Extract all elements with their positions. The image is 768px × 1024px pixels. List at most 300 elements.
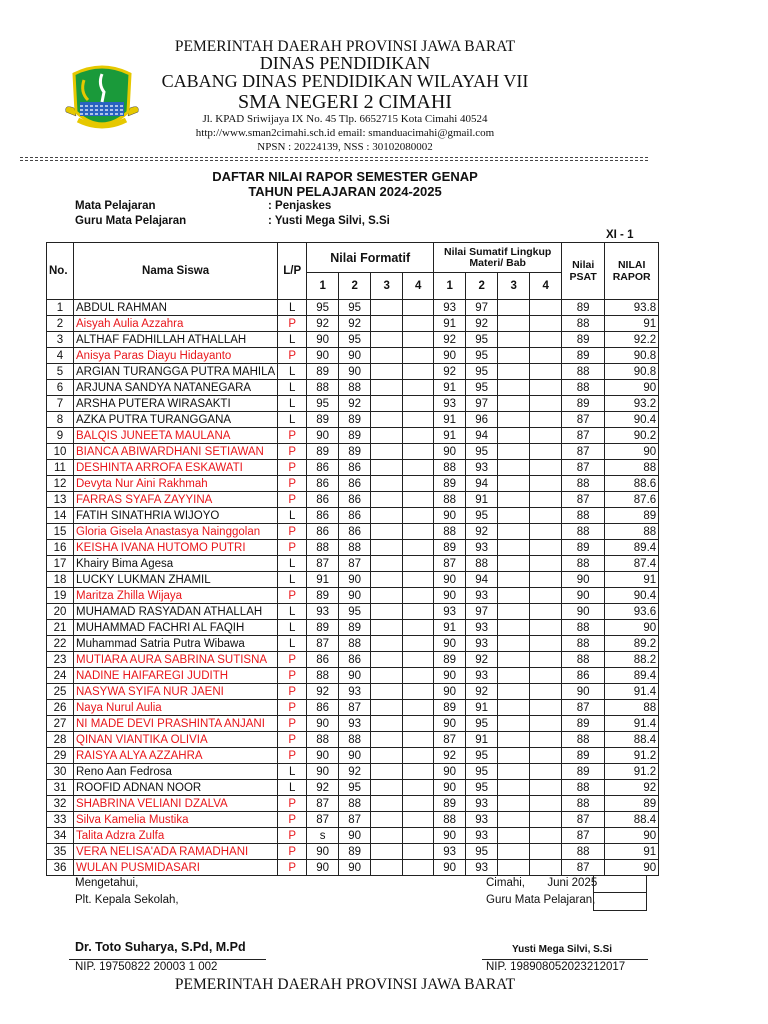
- formatif-2: 90: [339, 572, 371, 588]
- col-lp: L/P: [278, 243, 307, 300]
- sumatif-1: 90: [434, 588, 466, 604]
- student-name: Silva Kamelia Mustika: [74, 812, 278, 828]
- student-name: RAISYA ALYA AZZAHRA: [74, 748, 278, 764]
- gender: P: [278, 460, 307, 476]
- sumatif-1: 93: [434, 396, 466, 412]
- formatif-4: [403, 572, 434, 588]
- sumatif-3: [498, 716, 530, 732]
- col-formatif-4: 4: [403, 273, 434, 300]
- sumatif-3: [498, 316, 530, 332]
- gender: P: [278, 348, 307, 364]
- empty-cell-box: [593, 875, 647, 911]
- gender: L: [278, 572, 307, 588]
- sumatif-4: [530, 492, 562, 508]
- formatif-3: [371, 460, 403, 476]
- formatif-4: [403, 492, 434, 508]
- formatif-2: 92: [339, 316, 371, 332]
- formatif-4: [403, 380, 434, 396]
- sumatif-4: [530, 572, 562, 588]
- sumatif-2: 95: [466, 444, 498, 460]
- sumatif-1: 90: [434, 636, 466, 652]
- student-name: Naya Nurul Aulia: [74, 700, 278, 716]
- table-row: [47, 492, 659, 508]
- rapor-score: 89.2: [605, 636, 659, 652]
- row-no: 25: [47, 684, 74, 700]
- student-name: Talita Adzra Zulfa: [74, 828, 278, 844]
- sumatif-3: [498, 572, 530, 588]
- formatif-4: [403, 860, 434, 876]
- row-no: 23: [47, 652, 74, 668]
- teacher-value: : Yusti Mega Silvi, S.Si: [268, 215, 390, 227]
- psat-score: 88: [562, 636, 605, 652]
- formatif-2: 89: [339, 428, 371, 444]
- table-row: [47, 444, 659, 460]
- sumatif-3: [498, 748, 530, 764]
- formatif-1: 88: [307, 540, 339, 556]
- psat-score: 87: [562, 444, 605, 460]
- formatif-3: [371, 732, 403, 748]
- head-signature-line: [69, 959, 266, 960]
- sumatif-4: [530, 460, 562, 476]
- psat-score: 88: [562, 524, 605, 540]
- sumatif-3: [498, 652, 530, 668]
- sumatif-1: 90: [434, 508, 466, 524]
- formatif-3: [371, 668, 403, 684]
- table-row: [47, 572, 659, 588]
- subject-label: Mata Pelajaran: [75, 200, 156, 212]
- sumatif-4: [530, 780, 562, 796]
- row-no: 13: [47, 492, 74, 508]
- psat-score: 87: [562, 828, 605, 844]
- student-name: NASYWA SYIFA NUR JAENI: [74, 684, 278, 700]
- gender: P: [278, 316, 307, 332]
- table-row: [47, 460, 659, 476]
- letterhead-line3: CABANG DINAS PENDIDIKAN WILAYAH VII: [161, 71, 529, 91]
- formatif-1: 88: [307, 732, 339, 748]
- sumatif-2: 96: [466, 412, 498, 428]
- gender: P: [278, 748, 307, 764]
- formatif-3: [371, 492, 403, 508]
- empty-cell-divider: [593, 892, 647, 893]
- row-no: 14: [47, 508, 74, 524]
- rapor-score: 91: [605, 316, 659, 332]
- sumatif-2: 92: [466, 316, 498, 332]
- student-name: ARGIAN TURANGGA PUTRA MAHILA: [74, 364, 278, 380]
- rapor-score: 92: [605, 780, 659, 796]
- student-name: WULAN PUSMIDASARI: [74, 860, 278, 876]
- psat-score: 90: [562, 604, 605, 620]
- formatif-4: [403, 316, 434, 332]
- formatif-2: 89: [339, 412, 371, 428]
- col-sumatif-1: 1: [434, 273, 466, 300]
- formatif-2: 88: [339, 380, 371, 396]
- formatif-1: 89: [307, 364, 339, 380]
- formatif-3: [371, 572, 403, 588]
- table-row: [47, 412, 659, 428]
- table-row: [47, 780, 659, 796]
- row-no: 19: [47, 588, 74, 604]
- row-no: 18: [47, 572, 74, 588]
- sumatif-4: [530, 604, 562, 620]
- formatif-3: [371, 396, 403, 412]
- row-no: 28: [47, 732, 74, 748]
- school-name: SMA NEGERI 2 CIMAHI: [238, 91, 452, 113]
- formatif-4: [403, 732, 434, 748]
- gender: P: [278, 652, 307, 668]
- row-no: 15: [47, 524, 74, 540]
- sumatif-3: [498, 300, 530, 316]
- sumatif-2: 94: [466, 476, 498, 492]
- table-row: [47, 860, 659, 876]
- sumatif-2: 93: [466, 540, 498, 556]
- formatif-3: [371, 556, 403, 572]
- formatif-3: [371, 764, 403, 780]
- teacher-name: Yusti Mega Silvi, S.Si: [512, 944, 613, 955]
- formatif-3: [371, 316, 403, 332]
- student-name: QINAN VIANTIKA OLIVIA: [74, 732, 278, 748]
- student-name: ALTHAF FADHILLAH ATHALLAH: [74, 332, 278, 348]
- formatif-2: 88: [339, 796, 371, 812]
- rapor-score: 87.6: [605, 492, 659, 508]
- formatif-1: 95: [307, 300, 339, 316]
- rapor-score: 88: [605, 524, 659, 540]
- formatif-1: 90: [307, 764, 339, 780]
- rapor-score: 87.4: [605, 556, 659, 572]
- col-rapor: NILAI RAPOR: [605, 243, 659, 300]
- formatif-1: 90: [307, 348, 339, 364]
- row-no: 4: [47, 348, 74, 364]
- table-row: [47, 588, 659, 604]
- row-no: 31: [47, 780, 74, 796]
- sumatif-4: [530, 796, 562, 812]
- formatif-2: 89: [339, 844, 371, 860]
- formatif-4: [403, 652, 434, 668]
- table-row: [47, 524, 659, 540]
- table-row: [47, 540, 659, 556]
- sumatif-3: [498, 780, 530, 796]
- psat-score: 88: [562, 620, 605, 636]
- rapor-score: 90.8: [605, 348, 659, 364]
- sumatif-1: 90: [434, 860, 466, 876]
- formatif-3: [371, 364, 403, 380]
- formatif-2: 93: [339, 716, 371, 732]
- row-no: 17: [47, 556, 74, 572]
- table-row: [47, 556, 659, 572]
- student-name: Gloria Gisela Anastasya Nainggolan: [74, 524, 278, 540]
- formatif-4: [403, 684, 434, 700]
- sumatif-3: [498, 348, 530, 364]
- student-name: NADINE HAIFAREGI JUDITH: [74, 668, 278, 684]
- sumatif-3: [498, 412, 530, 428]
- student-name: LUCKY LUKMAN ZHAMIL: [74, 572, 278, 588]
- sumatif-4: [530, 332, 562, 348]
- row-no: 30: [47, 764, 74, 780]
- sumatif-2: 95: [466, 332, 498, 348]
- row-no: 26: [47, 700, 74, 716]
- rapor-score: 93.6: [605, 604, 659, 620]
- sumatif-3: [498, 812, 530, 828]
- sumatif-2: 95: [466, 364, 498, 380]
- sumatif-1: 90: [434, 828, 466, 844]
- sumatif-2: 94: [466, 572, 498, 588]
- formatif-1: 88: [307, 380, 339, 396]
- grades-table: [46, 242, 659, 876]
- teacher-label: Guru Mata Pelajaran: [75, 215, 187, 227]
- rapor-score: 90.4: [605, 412, 659, 428]
- formatif-3: [371, 796, 403, 812]
- formatif-1: 92: [307, 316, 339, 332]
- psat-score: 89: [562, 540, 605, 556]
- teacher-signature-line: [482, 959, 648, 960]
- table-row: [47, 428, 659, 444]
- formatif-3: [371, 300, 403, 316]
- row-no: 1: [47, 300, 74, 316]
- gender: L: [278, 780, 307, 796]
- psat-score: 87: [562, 700, 605, 716]
- formatif-1: 87: [307, 796, 339, 812]
- gender: P: [278, 476, 307, 492]
- sumatif-3: [498, 524, 530, 540]
- sumatif-2: 95: [466, 380, 498, 396]
- formatif-3: [371, 684, 403, 700]
- formatif-2: 89: [339, 444, 371, 460]
- formatif-1: 89: [307, 620, 339, 636]
- formatif-1: 89: [307, 588, 339, 604]
- student-name: ROOFID ADNAN NOOR: [74, 780, 278, 796]
- sumatif-3: [498, 700, 530, 716]
- rapor-score: 88.6: [605, 476, 659, 492]
- rapor-score: 88: [605, 700, 659, 716]
- gender: L: [278, 604, 307, 620]
- formatif-3: [371, 620, 403, 636]
- sumatif-1: 88: [434, 492, 466, 508]
- formatif-2: 90: [339, 860, 371, 876]
- formatif-3: [371, 700, 403, 716]
- formatif-1: 90: [307, 428, 339, 444]
- row-no: 35: [47, 844, 74, 860]
- sumatif-1: 91: [434, 412, 466, 428]
- sumatif-2: 95: [466, 508, 498, 524]
- formatif-2: 95: [339, 300, 371, 316]
- sumatif-4: [530, 844, 562, 860]
- formatif-4: [403, 828, 434, 844]
- gender: L: [278, 764, 307, 780]
- formatif-1: 95: [307, 396, 339, 412]
- gender: P: [278, 796, 307, 812]
- sumatif-4: [530, 508, 562, 524]
- col-formatif-3: 3: [371, 273, 403, 300]
- formatif-1: 86: [307, 492, 339, 508]
- student-name: Anisya Paras Diayu Hidayanto: [74, 348, 278, 364]
- sumatif-1: 89: [434, 540, 466, 556]
- col-sumatif-2: 2: [466, 273, 498, 300]
- sumatif-3: [498, 668, 530, 684]
- student-name: AZKA PUTRA TURANGGANA: [74, 412, 278, 428]
- rapor-score: 90: [605, 620, 659, 636]
- row-no: 2: [47, 316, 74, 332]
- sumatif-4: [530, 684, 562, 700]
- subject-value: : Penjaskes: [268, 200, 332, 212]
- sumatif-1: 88: [434, 524, 466, 540]
- table-row: [47, 332, 659, 348]
- sumatif-4: [530, 364, 562, 380]
- sumatif-1: 87: [434, 732, 466, 748]
- col-sumatif-3: 3: [498, 273, 530, 300]
- formatif-1: 92: [307, 780, 339, 796]
- sumatif-2: 91: [466, 492, 498, 508]
- formatif-2: 90: [339, 668, 371, 684]
- psat-score: 88: [562, 732, 605, 748]
- gender: P: [278, 860, 307, 876]
- gender: P: [278, 540, 307, 556]
- table-row: [47, 764, 659, 780]
- psat-score: 89: [562, 748, 605, 764]
- formatif-3: [371, 812, 403, 828]
- row-no: 22: [47, 636, 74, 652]
- rapor-score: 90: [605, 860, 659, 876]
- row-no: 33: [47, 812, 74, 828]
- rapor-score: 90: [605, 380, 659, 396]
- table-row: [47, 748, 659, 764]
- gender: P: [278, 716, 307, 732]
- psat-score: 88: [562, 380, 605, 396]
- table-row: [47, 828, 659, 844]
- head-name: Dr. Toto Suharya, S.Pd, M.Pd: [75, 940, 246, 954]
- school-web-email: http://www.sman2cimahi.sch.id email: smanduacimahi@gmail.com: [195, 127, 495, 139]
- table-row: [47, 716, 659, 732]
- psat-score: 88: [562, 508, 605, 524]
- gender: P: [278, 684, 307, 700]
- teacher-title: Guru Mata Pelajaran,: [486, 894, 596, 906]
- formatif-2: 88: [339, 540, 371, 556]
- rapor-score: 91: [605, 844, 659, 860]
- row-no: 7: [47, 396, 74, 412]
- sumatif-1: 90: [434, 572, 466, 588]
- sumatif-3: [498, 860, 530, 876]
- row-no: 5: [47, 364, 74, 380]
- student-name: FATIH SINATHRIA WIJOYO: [74, 508, 278, 524]
- psat-score: 87: [562, 812, 605, 828]
- sumatif-4: [530, 476, 562, 492]
- formatif-1: 86: [307, 460, 339, 476]
- sumatif-3: [498, 444, 530, 460]
- row-no: 16: [47, 540, 74, 556]
- sumatif-3: [498, 364, 530, 380]
- sumatif-2: 97: [466, 604, 498, 620]
- sumatif-2: 95: [466, 844, 498, 860]
- sumatif-3: [498, 492, 530, 508]
- formatif-4: [403, 364, 434, 380]
- gender: P: [278, 428, 307, 444]
- sumatif-4: [530, 396, 562, 412]
- sumatif-2: 97: [466, 396, 498, 412]
- formatif-2: 86: [339, 492, 371, 508]
- gender: P: [278, 844, 307, 860]
- sumatif-2: 93: [466, 668, 498, 684]
- psat-score: 90: [562, 572, 605, 588]
- formatif-3: [371, 860, 403, 876]
- student-name: BIANCA ABIWARDHANI SETIAWAN: [74, 444, 278, 460]
- formatif-4: [403, 540, 434, 556]
- psat-score: 86: [562, 668, 605, 684]
- formatif-4: [403, 508, 434, 524]
- psat-score: 88: [562, 780, 605, 796]
- sumatif-4: [530, 828, 562, 844]
- formatif-3: [371, 524, 403, 540]
- psat-score: 89: [562, 300, 605, 316]
- formatif-4: [403, 428, 434, 444]
- rapor-score: 91.2: [605, 748, 659, 764]
- formatif-4: [403, 812, 434, 828]
- school-npsn: NPSN : 20224139, NSS : 30102080002: [257, 141, 433, 153]
- psat-score: 87: [562, 860, 605, 876]
- student-name: DESHINTA ARROFA ESKAWATI: [74, 460, 278, 476]
- table-row: [47, 700, 659, 716]
- col-sumatif-4: 4: [530, 273, 562, 300]
- gender: P: [278, 700, 307, 716]
- sumatif-4: [530, 556, 562, 572]
- sumatif-4: [530, 380, 562, 396]
- formatif-1: 90: [307, 844, 339, 860]
- sumatif-2: 93: [466, 620, 498, 636]
- formatif-2: 90: [339, 828, 371, 844]
- sumatif-3: [498, 588, 530, 604]
- col-sumatif: Nilai Sumatif Lingkup Materi/ Bab: [434, 243, 562, 273]
- sumatif-2: 93: [466, 636, 498, 652]
- sumatif-1: 88: [434, 460, 466, 476]
- formatif-1: 86: [307, 508, 339, 524]
- sumatif-4: [530, 860, 562, 876]
- formatif-3: [371, 508, 403, 524]
- table-row: [47, 620, 659, 636]
- formatif-1: 91: [307, 572, 339, 588]
- psat-score: 89: [562, 764, 605, 780]
- sumatif-4: [530, 636, 562, 652]
- row-no: 8: [47, 412, 74, 428]
- table-row: [47, 652, 659, 668]
- letterhead-separator: [20, 157, 648, 161]
- row-no: 27: [47, 716, 74, 732]
- row-no: 11: [47, 460, 74, 476]
- sumatif-1: 90: [434, 348, 466, 364]
- formatif-4: [403, 332, 434, 348]
- gender: L: [278, 412, 307, 428]
- gender: L: [278, 380, 307, 396]
- col-formatif: Nilai Formatif: [307, 243, 434, 273]
- sumatif-1: 91: [434, 620, 466, 636]
- psat-score: 90: [562, 684, 605, 700]
- sumatif-3: [498, 796, 530, 812]
- row-no: 34: [47, 828, 74, 844]
- rapor-score: 88: [605, 460, 659, 476]
- col-psat: Nilai PSAT: [562, 243, 605, 300]
- row-no: 24: [47, 668, 74, 684]
- sumatif-2: 97: [466, 300, 498, 316]
- gender: P: [278, 828, 307, 844]
- sumatif-3: [498, 380, 530, 396]
- sumatif-1: 91: [434, 380, 466, 396]
- gender: L: [278, 508, 307, 524]
- formatif-2: 90: [339, 748, 371, 764]
- formatif-2: 86: [339, 508, 371, 524]
- formatif-4: [403, 764, 434, 780]
- sumatif-4: [530, 620, 562, 636]
- formatif-4: [403, 796, 434, 812]
- sumatif-2: 93: [466, 796, 498, 812]
- row-no: 29: [47, 748, 74, 764]
- col-formatif-1: 1: [307, 273, 339, 300]
- formatif-4: [403, 780, 434, 796]
